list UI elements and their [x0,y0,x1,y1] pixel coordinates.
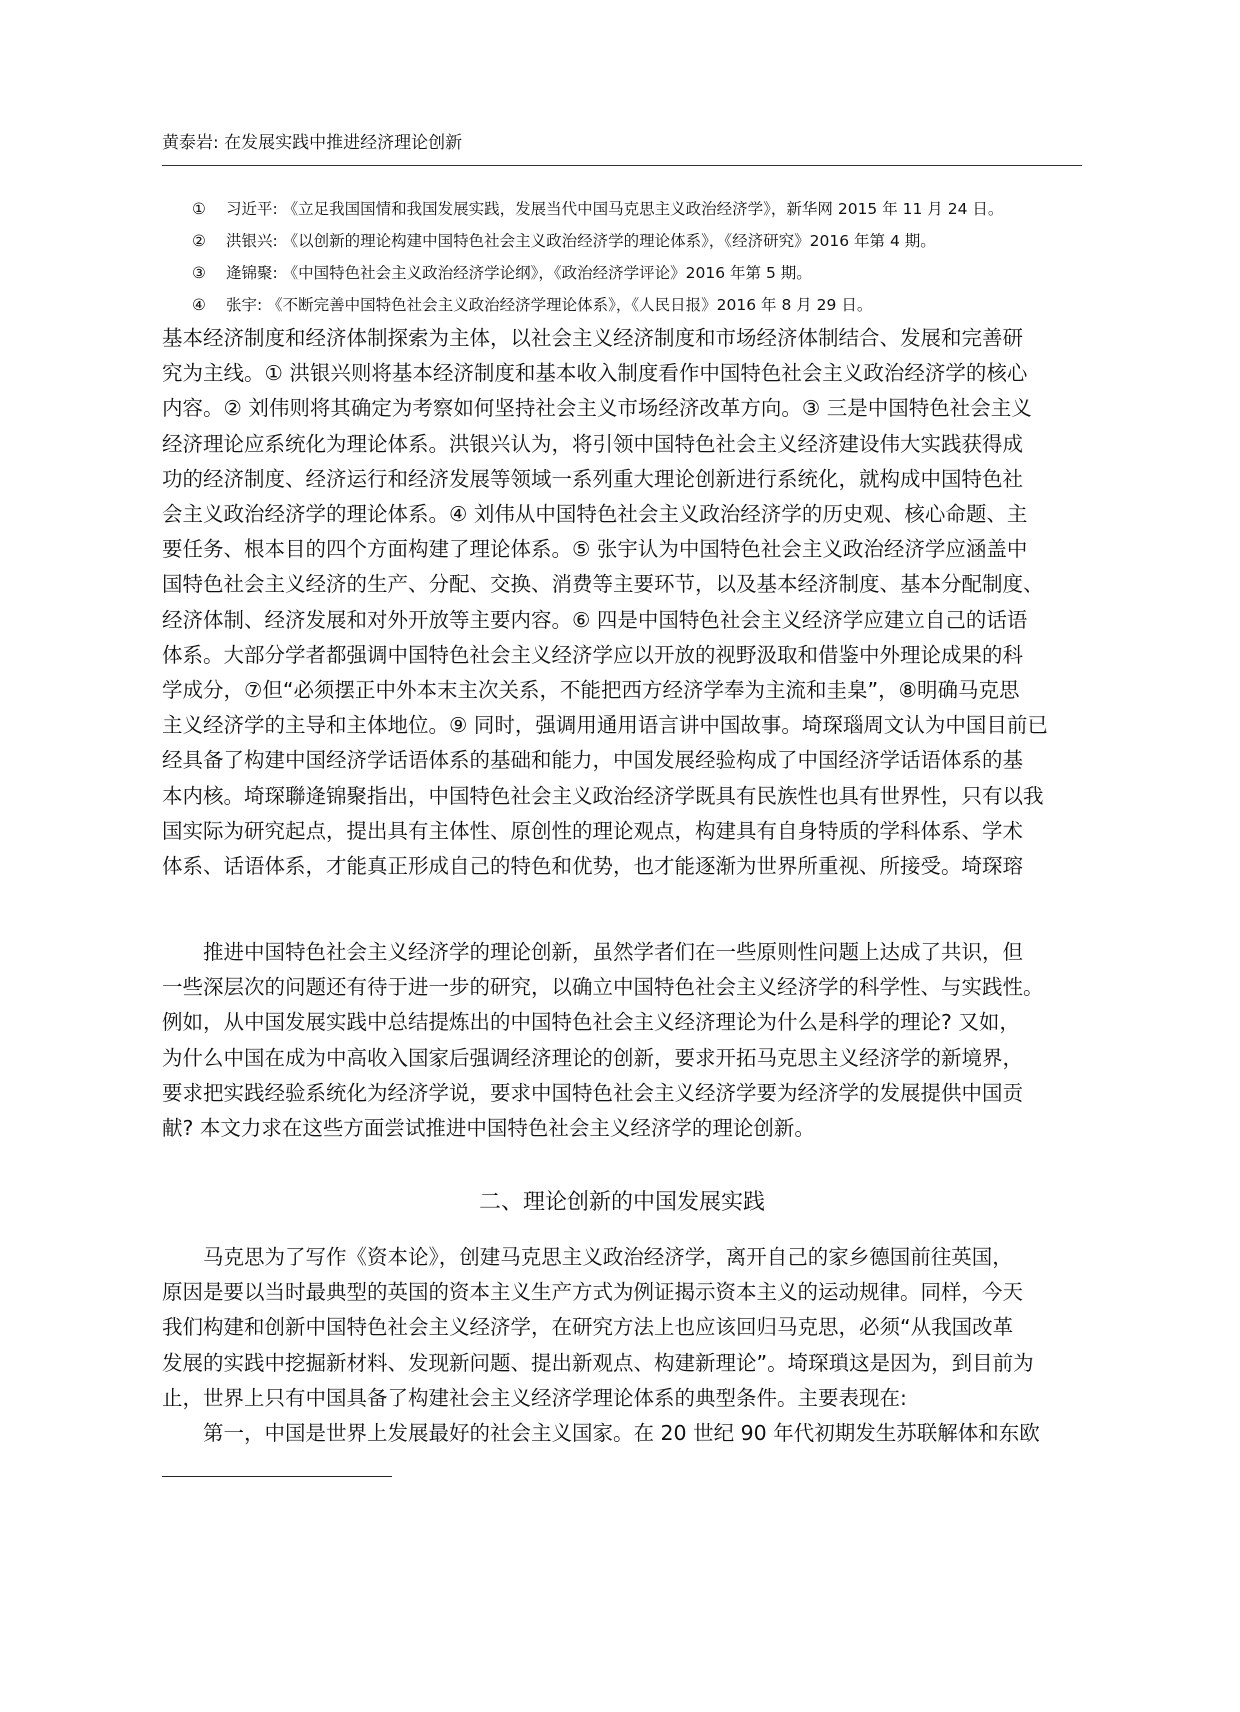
text-line: 例如，从中国发展实践中总结提炼出的中国特色社会主义经济理论为什么是科学的理论? 又如， [162,1010,1020,1035]
footnote-item [192,193,1092,225]
footnote-list [192,193,1092,321]
paragraph-development-practice [162,1240,1092,1451]
paragraph-literature-review [162,321,1092,884]
text-line: 体系。大部分学者都强调中国特色社会主义经济学应以开放的视野汲取和借鉴中外理论成果的科 [162,642,1023,667]
text-line: 马克思为了写作《资本论》，创建马克思主义政治经济学，离开自己的家乡德国前往英国， [162,1245,1013,1269]
text-line: 要任务、根本目的四个方面构建了理论体系。⑤ 张宇认为中国特色社会主义政治经济学应涵盖中 [162,537,1028,562]
text-line: 经济体制、经济发展和对外开放等主要内容。⑥ 四是中国特色社会主义经济学应建立自己的话语 [162,607,1028,632]
text-line: 主义经济学的主导和主体地位。⑨ 同时，强调用通用语言讲中国故事。埼琛瑙周文认为中国目前已 [162,713,1048,738]
footnote-item [192,225,1092,257]
footnote-item [192,257,1092,289]
footnote-text: 逄锦聚: 《中国特色社会主义政治经济学论纲》，《政治经济学评论》2016 年第 5 期。 [226,264,812,282]
text-line: 经济理论应系统化为理论体系。洪银兴认为，将引领中国特色社会主义经济建设伟大实践获得成 [162,431,1023,456]
text-line: 原因是要以当时最典型的英国的资本主义生产方式为例证揭示资本主义的运动规律。同样，今天 [162,1280,1023,1305]
text-line: 基本经济制度和经济体制探索为主体，以社会主义经济制度和市场经济体制结合、发展和完善研 [162,326,1023,350]
text-line: 止，世界上只有中国具备了构建社会主义经济学理论体系的典型条件。主要表现在: [162,1385,907,1410]
footnote-number: ② [192,232,206,250]
text-line: 推进中国特色社会主义经济学的理论创新，虽然学者们在一些原则性问题上达成了共识，但 [162,940,1023,964]
header-rule [162,165,1082,166]
footnote-item [192,289,1092,321]
footnote-text: 洪银兴: 《以创新的理论构建中国特色社会主义政治经济学的理论体系》，《经济研究》2016 年第 4 期。 [226,232,936,250]
footnote-number: ④ [192,296,206,314]
text-line: 国特色社会主义经济的生产、分配、交换、消费等主要环节，以及基本经济制度、基本分配制度、 [162,572,1044,597]
text-line: 体系、话语体系，才能真正形成自己的特色和优势，也才能逐渐为世界所重视、所接受。埼琛瑢 [162,854,1023,879]
text-line: 第一，中国是世界上发展最好的社会主义国家。在 20 世纪 90 年代初期发生苏联解体和东欧 [162,1421,1040,1446]
footnote-number: ③ [192,264,206,282]
footnote-text: 习近平: 《立足我国国情和我国发展实践，发展当代中国马克思主义政治经济学》，新华网 2015 年 11 月 24 日。 [226,200,1004,218]
text-line: 功的经济制度、经济运行和经济发展等领域一系列重大理论创新进行系统化，就构成中国特色社 [162,466,1023,491]
text-line: 一些深层次的问题还有待于进一步的研究，以确立中国特色社会主义经济学的科学性、与实践性。 [162,975,1044,1000]
text-line: 学成分，⑦但“必须摆正中外本末主次关系，不能把西方经济学奉为主流和圭臬”，⑧明确马克思 [162,678,1020,703]
text-line: 要求把实践经验系统化为经济学说，要求中国特色社会主义经济学要为经济学的发展提供中国贡 [162,1080,1023,1105]
text-line: 本内核。埼琛聯逄锦聚指出，中国特色社会主义政治经济学既具有民族性也具有世界性，只有以我 [162,783,1044,808]
footnote-text: 张宇: 《不断完善中国特色社会主义政治经济学理论体系》，《人民日报》2016 年 8 月 29 日。 [226,296,873,314]
footnote-separator-rule [162,1476,392,1477]
text-line: 国实际为研究起点，提出具有主体性、原创性的理论观点，构建具有自身特质的学科体系、学术 [162,818,1023,843]
footnote-number: ① [192,200,206,218]
text-line: 经具备了构建中国经济学话语体系的基础和能力，中国发展经验构成了中国经济学话语体系的基 [162,748,1023,773]
section-heading: 二、理论创新的中国发展实践 [478,1190,765,1215]
running-header: 黄泰岩: 在发展实践中推进经济理论创新 [162,133,463,153]
text-line: 献? 本文力求在这些方面尝试推进中国特色社会主义经济学的理论创新。 [162,1116,815,1141]
text-line: 内容。② 刘伟则将其确定为考察如何坚持社会主义市场经济改革方向。③ 三是中国特色社会主义 [162,396,1032,421]
text-line: 究为主线。① 洪银兴则将基本经济制度和基本收入制度看作中国特色社会主义政治经济学的核心 [162,361,1028,386]
text-line: 会主义政治经济学的理论体系。④ 刘伟从中国特色社会主义政治经济学的历史观、核心命题、主 [162,502,1028,527]
text-line: 为什么中国在成为中高收入国家后强调经济理论的创新，要求开拓马克思主义经济学的新境界， [162,1045,1023,1070]
text-line: 发展的实践中挖掘新材料、发现新问题、提出新观点、构建新理论”。埼琛瑣这是因为，到目前为 [162,1350,1034,1375]
paragraph-research-gap [162,935,1092,1146]
text-line: 我们构建和创新中国特色社会主义经济学，在研究方法上也应该回归马克思，必须“从我国改革 [162,1315,1014,1340]
